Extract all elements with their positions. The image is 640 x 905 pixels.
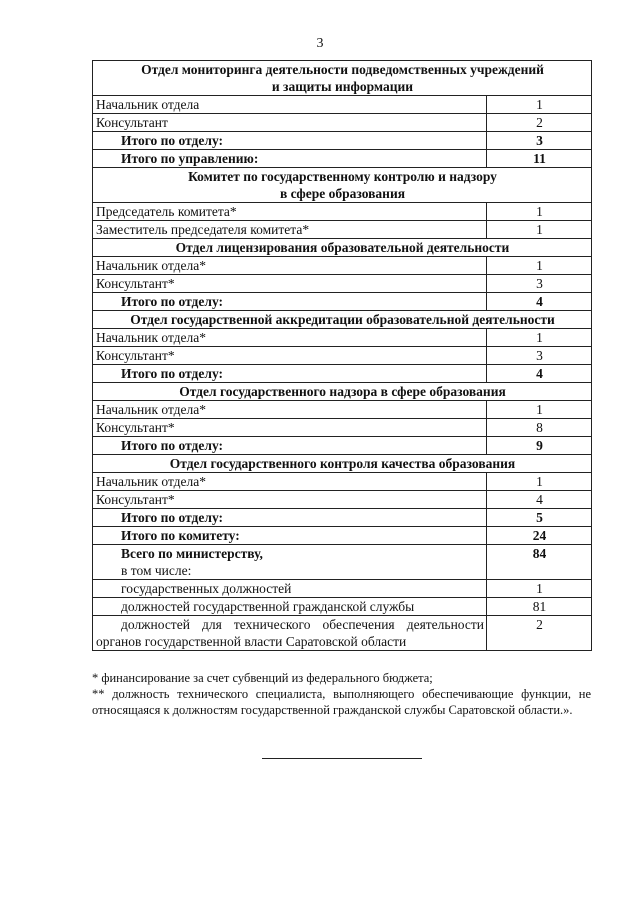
section-header-row: [93, 383, 592, 401]
subtotal-value: 24: [487, 527, 592, 545]
position-count: 1: [487, 473, 592, 491]
section-title: [93, 311, 592, 329]
breakdown-value: 81: [487, 598, 592, 616]
breakdown-label: государственных должностей: [93, 580, 487, 598]
section-title: [93, 61, 592, 96]
breakdown-row: [93, 580, 592, 598]
breakdown-value: 1: [487, 580, 592, 598]
section-title: [93, 239, 592, 257]
subtotal-value: 5: [487, 509, 592, 527]
ministry-total-row: [93, 545, 592, 563]
ministry-total-value: 84: [487, 545, 592, 580]
subtotal-value: 4: [487, 293, 592, 311]
position-title: Начальник отдела*: [93, 401, 487, 419]
position-row: [93, 221, 592, 239]
section-header-row: [93, 455, 592, 473]
subtotal-row: [93, 132, 592, 150]
staffing-table: [92, 60, 592, 651]
position-count: 1: [487, 203, 592, 221]
position-title: Начальник отдела: [93, 96, 487, 114]
position-count: 4: [487, 491, 592, 509]
position-row: [93, 257, 592, 275]
closing-rule: [262, 758, 422, 759]
section-title-line: Отдел государственной аккредитации образовательной деятельности: [130, 312, 555, 327]
position-count: 1: [487, 221, 592, 239]
position-count: 8: [487, 419, 592, 437]
position-row: [93, 491, 592, 509]
subtotal-row: [93, 150, 592, 168]
section-title-line: Отдел мониторинга деятельности подведомственных учреждений: [141, 62, 544, 77]
section-title: [93, 383, 592, 401]
section-header-row: [93, 168, 592, 203]
breakdown-label: должностей государственной гражданской службы: [93, 598, 487, 616]
staffing-table-body: [93, 61, 592, 651]
section-title-line: Отдел лицензирования образовательной деятельности: [175, 240, 510, 255]
tech-support-value: 2: [487, 616, 592, 651]
position-row: [93, 329, 592, 347]
position-title: Председатель комитета*: [93, 203, 487, 221]
section-title-line: и защиты информации: [271, 79, 414, 94]
subtotal-row: [93, 293, 592, 311]
section-title: [93, 168, 592, 203]
subtotal-value: 9: [487, 437, 592, 455]
position-row: [93, 275, 592, 293]
ministry-total-sublabel: в том числе:: [93, 562, 487, 580]
section-title-line: Комитет по государственному контролю и надзору: [188, 169, 497, 184]
position-title: Консультант: [93, 114, 487, 132]
subtotal-row: [93, 527, 592, 545]
position-title: Начальник отдела*: [93, 257, 487, 275]
subtotal-label: Итого по отделу:: [93, 509, 487, 527]
subtotal-row: [93, 437, 592, 455]
tech-support-label: [93, 616, 487, 651]
subtotal-row: [93, 365, 592, 383]
subtotal-label: Итого по отделу:: [93, 132, 487, 150]
section-header-row: [93, 239, 592, 257]
section-title-line: в сфере образования: [279, 186, 406, 201]
position-title: Консультант*: [93, 275, 487, 293]
tech-support-line1: должностей для технического обеспечения деятельности: [121, 617, 484, 632]
footnote-subvention: * финансирование за счет субвенций из федерального бюджета;: [92, 671, 433, 685]
position-row: [93, 203, 592, 221]
subtotal-label: Итого по отделу:: [93, 365, 487, 383]
position-row: [93, 401, 592, 419]
ministry-total-label: Всего по министерству,: [93, 545, 487, 563]
position-title: Начальник отдела*: [93, 329, 487, 347]
position-count: 1: [487, 401, 592, 419]
position-row: [93, 419, 592, 437]
subtotal-label: Итого по отделу:: [93, 293, 487, 311]
position-count: 3: [487, 347, 592, 365]
section-title-line: Отдел государственного контроля качества образования: [169, 456, 516, 471]
position-title: Консультант*: [93, 347, 487, 365]
section-header-row: [93, 61, 592, 96]
position-count: 3: [487, 275, 592, 293]
subtotal-label: Итого по комитету:: [93, 527, 487, 545]
breakdown-row: [93, 598, 592, 616]
tech-support-row: [93, 616, 592, 651]
position-row: [93, 96, 592, 114]
subtotal-value: 4: [487, 365, 592, 383]
section-title: [93, 455, 592, 473]
section-title-line: Отдел государственного надзора в сфере образования: [179, 384, 506, 399]
subtotal-value: 11: [487, 150, 592, 168]
position-title: Заместитель председателя комитета*: [93, 221, 487, 239]
tech-support-line2: органов государственной власти Саратовской области: [96, 634, 407, 649]
section-header-row: [93, 311, 592, 329]
subtotal-label: Итого по отделу:: [93, 437, 487, 455]
position-title: Начальник отдела*: [93, 473, 487, 491]
position-count: 1: [487, 96, 592, 114]
footnotes: [92, 670, 591, 718]
subtotal-label: Итого по управлению:: [93, 150, 487, 168]
position-title: Консультант*: [93, 419, 487, 437]
page-number: 3: [316, 36, 324, 51]
subtotal-row: [93, 509, 592, 527]
position-count: 1: [487, 257, 592, 275]
position-row: [93, 347, 592, 365]
position-count: 1: [487, 329, 592, 347]
position-row: [93, 473, 592, 491]
position-title: Консультант*: [93, 491, 487, 509]
subtotal-value: 3: [487, 132, 592, 150]
position-count: 2: [487, 114, 592, 132]
footnote-tech-specialist: ** должность технического специалиста, выполняющего обеспечивающие функции, не относящаяся к должностям государственной гражданской службы Саратовской области.».: [92, 687, 591, 717]
position-row: [93, 114, 592, 132]
